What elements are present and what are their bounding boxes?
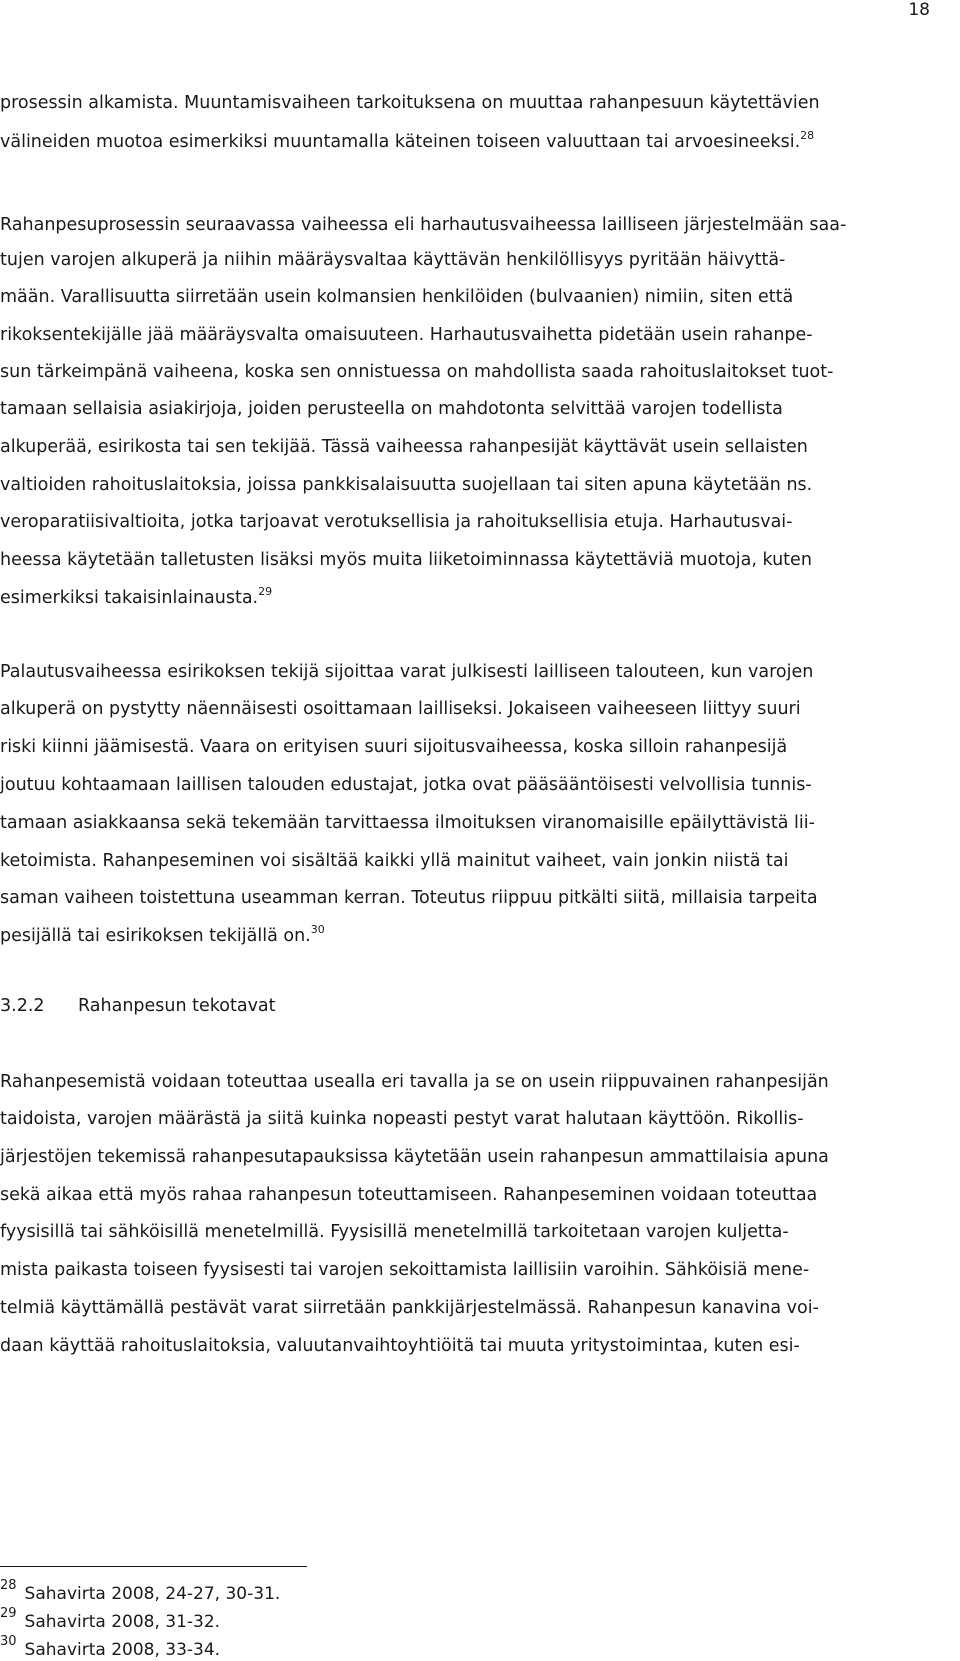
text-line	[0, 549, 812, 571]
text-line-content: sun tärkeimpänä vaiheena, koska sen onnistuessa on mahdollista saada rahoituslaitokset tuot-	[0, 362, 834, 382]
text-line-content: esimerkiksi takaisinlainausta.	[0, 588, 259, 608]
text-line	[0, 1259, 809, 1281]
text-line	[0, 1146, 829, 1168]
text-line	[0, 92, 820, 114]
footnote-number: 30	[0, 1634, 17, 1649]
text-line-content: välineiden muotoa esimerkiksi muuntamalla käteinen toiseen valuuttaan tai arvoesineeksi.	[0, 132, 801, 152]
text-line	[0, 361, 833, 383]
section-number: 3.2.2	[0, 996, 45, 1016]
text-line-content: telmiä käyttämällä pestävät varat siirretään pankkijärjestelmässä. Rahanpesun kanavina voi-	[0, 1298, 819, 1318]
text-line	[0, 661, 813, 683]
text-line	[0, 1108, 804, 1130]
text-line-content: ketoimista. Rahanpeseminen voi sisältää kaikki yllä mainitut vaiheet, vain jonkin niistä tai	[0, 851, 789, 871]
footnote-text: Sahavirta 2008, 33-34.	[24, 1640, 221, 1660]
text-line	[0, 812, 815, 834]
footnote	[0, 1634, 221, 1661]
text-line	[0, 736, 787, 758]
text-line	[0, 249, 785, 271]
text-line	[0, 850, 789, 872]
text-line-content: alkuperää, esirikosta tai sen tekijää. Tässä vaiheessa rahanpesijät käyttävät usein sellaisten	[0, 437, 808, 457]
footnote-number: 28	[0, 1578, 17, 1593]
text-line-content: rikoksentekijälle jää määräysvalta omaisuuteen. Harhautusvaihetta pidetään usein rahanpe-	[0, 325, 813, 345]
text-line-content: pesijällä tai esirikoksen tekijällä on.	[0, 926, 311, 946]
footnote-reference: 30	[310, 923, 325, 936]
text-line-content: alkuperä on pystytty näennäisesti osoittamaan lailliseksi. Jokaiseen vaiheeseen liittyy suuri	[0, 699, 801, 719]
text-line	[0, 474, 812, 496]
text-line	[0, 1221, 789, 1243]
text-line	[0, 286, 793, 308]
footnote-text: Sahavirta 2008, 31-32.	[24, 1612, 221, 1632]
text-line-content: saman vaiheen toistettuna useamman kerran. Toteutus riippuu pitkälti siitä, millaisia tarpeita	[0, 888, 818, 908]
footnote-separator	[0, 1566, 307, 1567]
page-number: 18	[908, 0, 930, 20]
text-line-content: tujen varojen alkuperä ja niihin määräysvaltaa käyttävän henkilöllisyys pyritään häivyttä-	[0, 250, 786, 270]
text-line	[0, 698, 801, 720]
text-line	[0, 214, 846, 236]
text-line	[0, 1297, 819, 1319]
text-line-content: prosessin alkamista. Muuntamisvaiheen tarkoituksena on muuttaa rahanpesuun käytettävien	[0, 93, 820, 113]
text-line-content: valtioiden rahoituslaitoksia, joissa pankkisalaisuutta suojellaan tai siten apuna käytetään ns.	[0, 475, 813, 495]
text-line-content: Palautusvaiheessa esirikoksen tekijä sijoittaa varat julkisesti lailliseen talouteen, kun varojen	[0, 662, 814, 682]
text-line	[0, 131, 814, 153]
text-line-content: mista paikasta toiseen fyysisesti tai varojen sekoittamista laillisiin varoihin. Sähköisiä mene-	[0, 1260, 810, 1280]
footnote-text: Sahavirta 2008, 24-27, 30-31.	[24, 1584, 281, 1604]
footnote	[0, 1606, 221, 1633]
text-line-content: fyysisillä tai sähköisillä menetelmillä. Fyysisillä menetelmillä tarkoitetaan varojen kuljetta-	[0, 1222, 789, 1242]
text-line-content: veroparatiisivaltioita, jotka tarjoavat verotuksellisia ja rahoituksellisia etuja. Harhautusvai-	[0, 512, 793, 532]
text-line	[0, 887, 818, 909]
section-title: Rahanpesun tekotavat	[78, 996, 276, 1016]
text-line-content: Rahanpesemistä voidaan toteuttaa usealla eri tavalla ja se on usein riippuvainen rahanpesijän	[0, 1072, 829, 1092]
text-line	[0, 511, 792, 533]
text-line-content: tamaan asiakkaansa sekä tekemään tarvittaessa ilmoituksen viranomaisille epäilyttävistä lii-	[0, 813, 815, 833]
footnote-reference: 29	[258, 585, 273, 598]
footnote	[0, 1578, 281, 1605]
text-line	[0, 436, 808, 458]
text-line-content: mään. Varallisuutta siirretään usein kolmansien henkilöiden (bulvaanien) nimiin, siten että	[0, 287, 794, 307]
text-line	[0, 1071, 829, 1093]
text-line-content: taidoista, varojen määrästä ja siitä kuinka nopeasti pestyt varat halutaan käyttöön. Rikollis-	[0, 1109, 804, 1129]
text-line-content: sekä aikaa että myös rahaa rahanpesun toteuttamiseen. Rahanpeseminen voidaan toteuttaa	[0, 1185, 818, 1205]
text-line	[0, 398, 783, 420]
text-line	[0, 1335, 800, 1357]
text-line-content: Rahanpesuprosessin seuraavassa vaiheessa eli harhautusvaiheessa lailliseen järjestelmään saa-	[0, 215, 847, 235]
text-line-content: järjestöjen tekemissä rahanpesutapauksissa käytetään usein rahanpesun ammattilaisia apuna	[0, 1147, 829, 1167]
text-line-content: daan käyttää rahoituslaitoksia, valuutanvaihtoyhtiöitä tai muuta yritystoimintaa, kuten esi-	[0, 1336, 800, 1356]
text-line	[0, 1184, 817, 1206]
footnote-reference: 28	[800, 129, 815, 142]
text-line-content: riski kiinni jäämisestä. Vaara on erityisen suuri sijoitusvaiheessa, koska silloin rahanpesijä	[0, 737, 788, 757]
text-line	[0, 925, 325, 947]
text-line-content: tamaan sellaisia asiakirjoja, joiden perusteella on mahdotonta selvittää varojen todellista	[0, 399, 783, 419]
text-line-content: heessa käytetään talletusten lisäksi myös muita liiketoiminnassa käytettäviä muotoja, kuten	[0, 550, 812, 570]
footnote-number: 29	[0, 1606, 17, 1621]
text-line	[0, 774, 812, 796]
text-line	[0, 324, 813, 346]
text-line	[0, 587, 272, 609]
section-heading	[0, 995, 276, 1017]
text-line-content: joutuu kohtaamaan laillisen talouden edustajat, jotka ovat pääsääntöisesti velvollisia tunnis-	[0, 775, 812, 795]
